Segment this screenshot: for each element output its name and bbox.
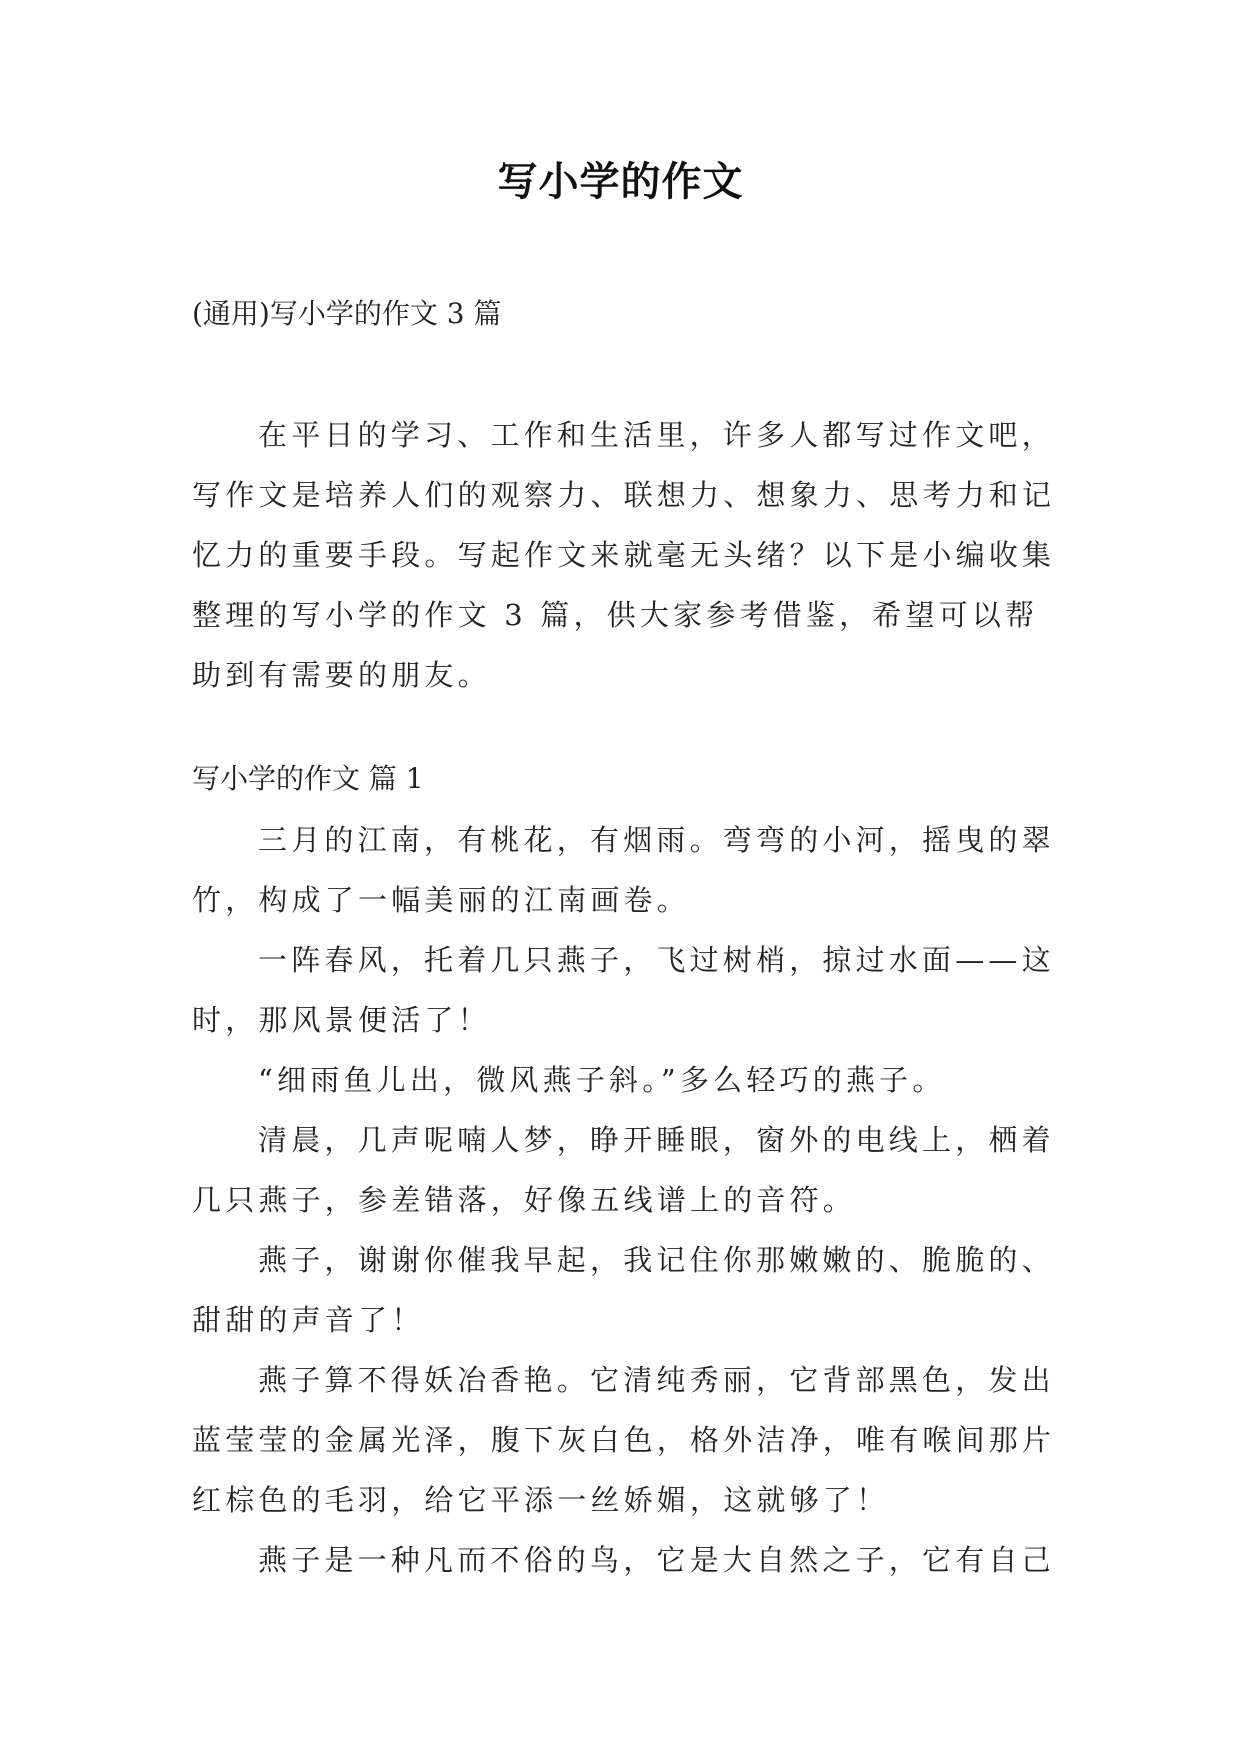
essay-paragraph: 燕子，谢谢你催我早起，我记住你那嫩嫩的、脆脆的、甜甜的声音了！ — [192, 1243, 1055, 1337]
document-subtitle: (通用)写小学的作文 3 篇 — [192, 297, 502, 330]
document-title: 写小学的作文 — [497, 158, 744, 205]
essay-paragraph: 清晨，几声呢喃人梦，睁开睡眼，窗外的电线上，栖着几只燕子，参差错落，好像五线谱上的音符。 — [192, 1123, 1055, 1217]
section-heading: 写小学的作文 篇 1 — [192, 762, 424, 795]
intro-block — [192, 405, 1062, 705]
essay-body — [192, 810, 1062, 1590]
essay-paragraph: 燕子是一种凡而不俗的鸟，它是大自然之子，它有自己 — [258, 1543, 1055, 1577]
essay-paragraph: 一阵春风，托着几只燕子，飞过树梢，掠过水面——这时，那风景便活了！ — [192, 943, 1055, 1037]
essay-paragraph: 三月的江南，有桃花，有烟雨。弯弯的小河，摇曳的翠竹，构成了一幅美丽的江南画卷。 — [192, 823, 1055, 917]
essay-paragraph: 燕子算不得妖冶香艳。它清纯秀丽，它背部黑色，发出蓝莹莹的金属光泽，腹下灰白色，格外洁净，唯有喉间那片红棕色的毛羽，给它平添一丝娇媚，这就够了！ — [192, 1363, 1056, 1517]
essay-paragraph: “细雨鱼儿出，微风燕子斜。”多么轻巧的燕子。 — [258, 1063, 946, 1097]
intro-paragraph: 在平日的学习、工作和生活里，许多人都写过作文吧，写作文是培养人们的观察力、联想力、想象力、思考力和记忆力的重要手段。写起作文来就毫无头绪？以下是小编收集整理的写小学的作文 3 篇，供大家参考借鉴，希望可以帮助到有需要的朋友。 — [192, 418, 1056, 692]
